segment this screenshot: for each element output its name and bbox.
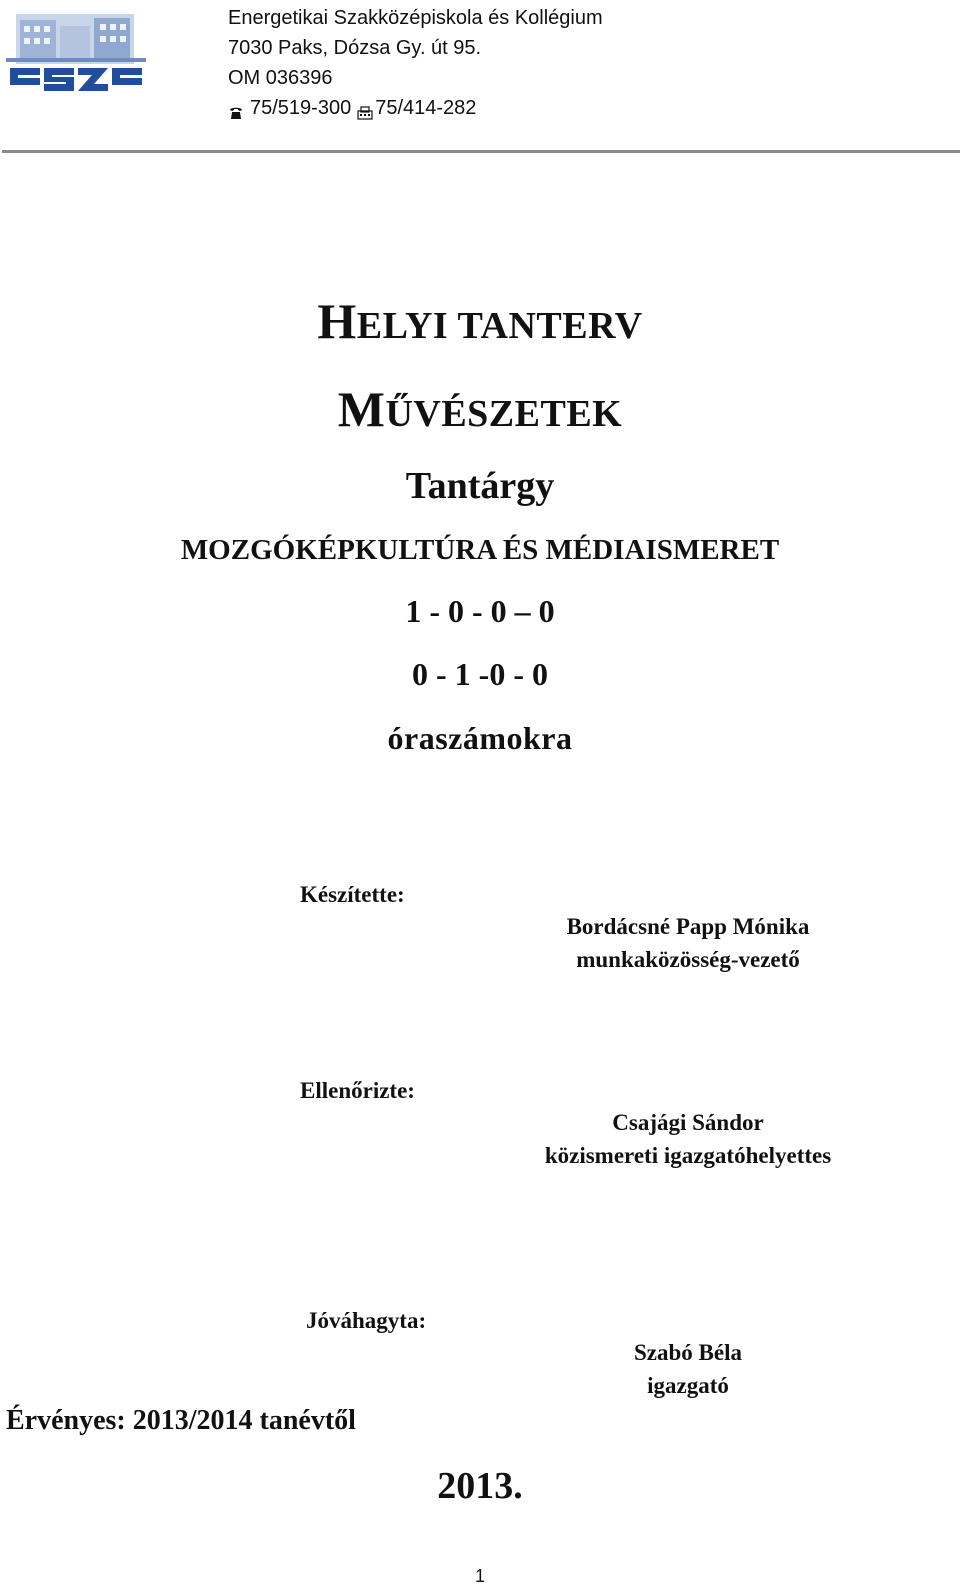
document-year: 2013. [437,1465,523,1507]
subject-area-title: MŰVÉSZETEK [337,381,623,437]
approved-by-label: Jóváhagyta: [306,1308,427,1333]
document-title: HELYI TANTERV [317,293,643,349]
subject-name: MOZGÓKÉPKULTÚRA ÉS MÉDIAISMERET [180,534,780,566]
header-address-block [228,3,603,123]
approved-by-role: igazgató [647,1373,729,1398]
checked-by-person [488,1106,888,1172]
approved-by-name: Szabó Béla [634,1340,742,1365]
subject-label: Tantárgy [405,465,555,507]
fax-icon [357,100,373,116]
school-address: 7030 Paks, Dózsa Gy. út 95. [228,37,482,59]
prepared-by-name: Bordácsné Papp Mónika [566,914,810,939]
valid-from: Érvényes: 2013/2014 tanévtől [6,1405,356,1436]
om-identifier: OM 036396 [228,67,333,89]
school-logo [6,6,146,96]
prepared-by-label: Készítette: [300,882,405,907]
hours-line-1: 1 - 0 - 0 – 0 [405,593,555,629]
checked-by-label: Ellenőrizte: [300,1078,415,1103]
school-name: Energetikai Szakközépiskola és Kollégium [228,7,603,29]
checked-by-name: Csajági Sándor [612,1110,764,1135]
approved-by-person [488,1336,888,1402]
checked-by-role: közismereti igazgatóhelyettes [544,1143,832,1168]
phone-icon [228,100,244,116]
header-divider [2,150,960,153]
phone-number: 75/519-300 [250,97,352,119]
fax-number: 75/414-282 [375,97,477,119]
hours-line-2: 0 - 1 -0 - 0 [412,656,548,692]
prepared-by-role: munkaközösség-vezető [576,947,800,972]
hours-suffix: óraszámokra [387,720,573,756]
prepared-by-person [488,910,888,976]
page-number: 1 [474,1566,485,1586]
contact-row [228,93,603,123]
